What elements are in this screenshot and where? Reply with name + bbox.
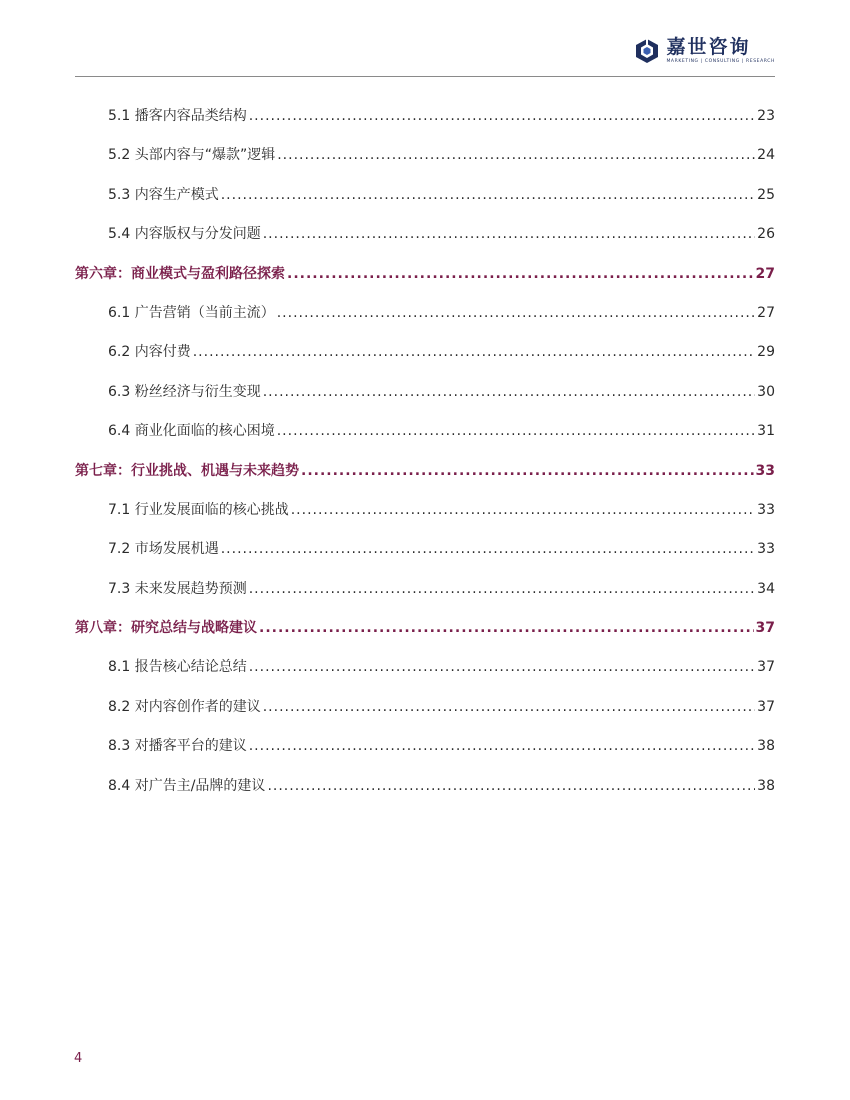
toc-entry-page: 27 — [757, 304, 775, 321]
toc-dot-leader — [267, 777, 755, 795]
toc-section-entry[interactable] — [75, 138, 775, 177]
toc-entry-page: 33 — [755, 462, 775, 479]
toc-dot-leader — [249, 658, 755, 676]
toc-dot-leader — [221, 186, 755, 204]
toc-entry-page: 37 — [755, 620, 775, 637]
toc-section-entry[interactable] — [75, 690, 775, 729]
toc-entry-title: 7.2 市场发展机遇 — [108, 541, 219, 558]
toc-entry-page: 26 — [757, 226, 775, 243]
toc-entry-page: 24 — [757, 147, 775, 164]
toc-entry-page: 38 — [757, 777, 775, 794]
toc-entry-page: 31 — [757, 423, 775, 440]
toc-entry-page: 34 — [757, 580, 775, 597]
toc-section-entry[interactable] — [75, 296, 775, 335]
toc-dot-leader — [249, 580, 755, 598]
toc-dot-leader — [263, 225, 755, 243]
toc-dot-leader — [193, 343, 755, 361]
toc-section-entry[interactable] — [75, 769, 775, 808]
toc-dot-leader — [277, 146, 755, 164]
table-of-contents — [75, 99, 775, 808]
toc-dot-leader — [263, 698, 755, 716]
toc-entry-title: 5.2 头部内容与“爆款”逻辑 — [108, 147, 276, 164]
toc-chapter-entry[interactable] — [75, 454, 775, 493]
toc-dot-leader — [291, 501, 755, 519]
jiashi-logo-icon — [634, 38, 660, 64]
toc-entry-page: 38 — [757, 738, 775, 755]
brand — [634, 36, 775, 66]
toc-entry-title: 7.1 行业发展面临的核心挑战 — [108, 501, 289, 518]
toc-entry-title: 6.2 内容付费 — [108, 344, 191, 361]
toc-entry-title: 第八章：研究总结与战略建议 — [75, 620, 257, 637]
toc-dot-leader — [249, 107, 755, 125]
toc-entry-page: 33 — [757, 541, 775, 558]
toc-entry-page: 27 — [755, 265, 775, 282]
toc-dot-leader — [249, 737, 755, 755]
toc-entry-title: 8.3 对播客平台的建议 — [108, 738, 247, 755]
toc-chapter-entry[interactable] — [75, 257, 775, 296]
brand-text — [666, 36, 775, 66]
toc-entry-title: 5.4 内容版权与分发问题 — [108, 226, 261, 243]
toc-dot-leader — [277, 422, 755, 440]
toc-entry-page: 30 — [757, 383, 775, 400]
toc-entry-page: 37 — [757, 659, 775, 676]
toc-dot-leader — [263, 383, 755, 401]
toc-entry-title: 8.4 对广告主/品牌的建议 — [108, 777, 266, 794]
toc-entry-page: 23 — [757, 108, 775, 124]
toc-section-entry[interactable] — [75, 493, 775, 532]
toc-entry-page: 29 — [757, 344, 775, 361]
toc-section-entry[interactable] — [75, 217, 775, 256]
brand-name: 嘉世咨询 — [666, 36, 751, 58]
toc-entry-page: 37 — [757, 698, 775, 715]
toc-section-entry[interactable] — [75, 572, 775, 611]
toc-section-entry[interactable] — [75, 375, 775, 414]
toc-entry-title: 5.3 内容生产模式 — [108, 186, 219, 203]
toc-section-entry[interactable] — [75, 99, 775, 138]
toc-section-entry[interactable] — [75, 335, 775, 374]
toc-entry-title: 第六章：商业模式与盈利路径探索 — [75, 265, 285, 282]
page-header — [75, 30, 775, 77]
page-number: 4 — [74, 1051, 83, 1066]
toc-entry-title: 8.2 对内容创作者的建议 — [108, 698, 261, 715]
toc-entry-title: 5.1 播客内容品类结构 — [108, 108, 247, 124]
toc-chapter-entry[interactable] — [75, 611, 775, 650]
toc-entry-page: 25 — [757, 186, 775, 203]
toc-section-entry[interactable] — [75, 729, 775, 768]
toc-section-entry[interactable] — [75, 532, 775, 571]
toc-entry-title: 8.1 报告核心结论总结 — [108, 659, 247, 676]
toc-entry-title: 7.3 未来发展趋势预测 — [108, 580, 247, 597]
toc-dot-leader — [301, 462, 754, 480]
brand-tagline: MARKETING | CONSULTING | RESEARCH — [666, 59, 775, 64]
toc-entry-title: 6.1 广告营销（当前主流） — [108, 304, 275, 321]
toc-section-entry[interactable] — [75, 414, 775, 453]
toc-dot-leader — [259, 619, 754, 637]
toc-entry-title: 6.4 商业化面临的核心困境 — [108, 423, 275, 440]
toc-dot-leader — [221, 540, 755, 558]
toc-entry-title: 第七章：行业挑战、机遇与未来趋势 — [75, 462, 299, 479]
toc-entry-title: 6.3 粉丝经济与衍生变现 — [108, 383, 261, 400]
toc-section-entry[interactable] — [75, 650, 775, 689]
toc-dot-leader — [277, 304, 755, 322]
toc-dot-leader — [287, 265, 754, 283]
toc-entry-page: 33 — [757, 501, 775, 518]
toc-section-entry[interactable] — [75, 178, 775, 217]
